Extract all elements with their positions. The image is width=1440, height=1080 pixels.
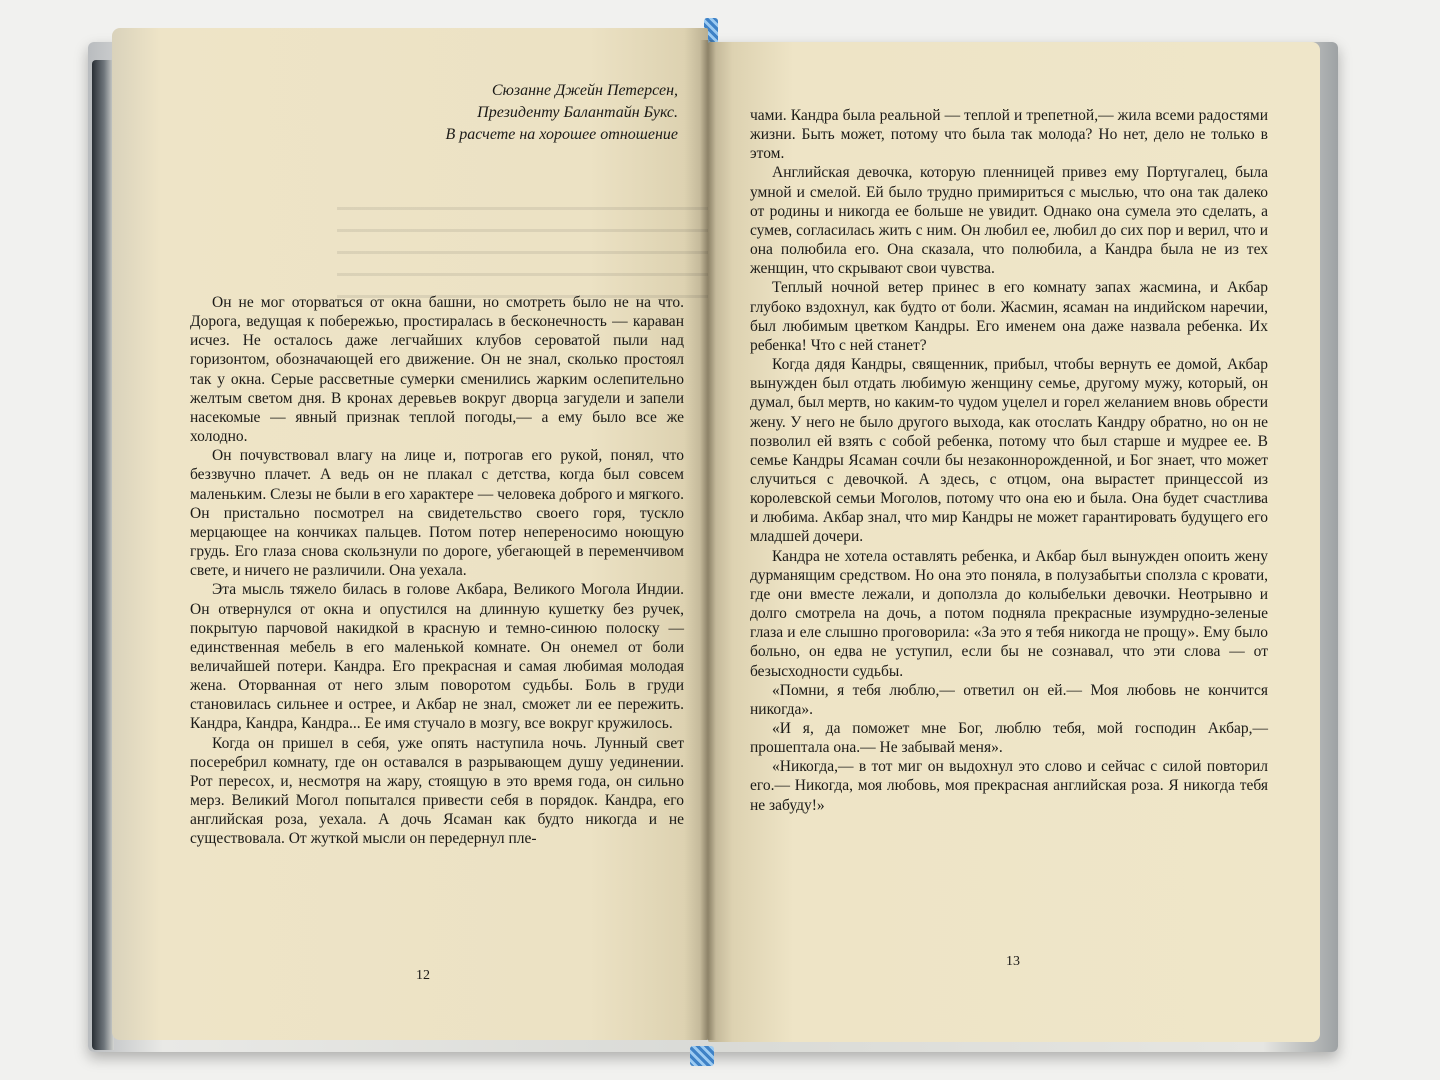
paragraph: Когда дядя Кандры, священник, прибыл, чтобы вернуть ее домой, Акбар вынужден был отдать любимую женщину семье, другому мужу, который, он думал, был мертв, но каким-то чудом уцелел и горел желанием вновь обрести жену. У него не было другого выхода, как отослать Кандру обратно, но он не позволил ей взять с собой ребенка, потому что был старше и мудрее ее. В семье Кандры Ясаман сочли бы незаконнорожденной, и Бог знает, что может случиться с девочкой. А здесь, с отцом, она вырастет принцессой из королевской семьи Моголов, потому что она ею и была. Она будет счастлива и любима. Акбар знал, что мир Кандры не может гарантировать будущего его младшей дочери.: [750, 356, 1268, 546]
paragraph: «И я, да поможет мне Бог, люблю тебя, мой господин Акбар,— прошептала она.— Не забывай меня».: [750, 720, 1268, 757]
right-page: [708, 42, 1320, 1042]
cover-spine-edge: [92, 60, 114, 1050]
dedication: [258, 80, 678, 146]
bookmark-ribbon-bottom: [690, 1046, 714, 1066]
paragraph: «Помни, я тебя люблю,— ответил он ей.— Моя любовь не кончится никогда».: [750, 681, 1268, 718]
paragraph: Английская девочка, которую пленницей привез ему Португалец, была умной и смелой. Ей было трудно примириться с мыслью, что она так далеко от родины и никогда ее больше не увидит. Однако она сумела это сделать, а сумев, согласилась жить с ним. Он любил ее, любил до сих пор и верил, что и она полюбила его. Она сказала, что полюбила, а Кандра была не из тех женщин, что скрывают свои чувства.: [750, 164, 1268, 278]
paragraph: Когда он пришел в себя, уже опять наступила ночь. Лунный свет посеребрил комнату, где он оставался в разрывающем душу уединении. Рот пересох, и, несмотря на жару, стоящую в это время года, он сильно мерз. Великий Могол попытался привести себя в порядок. Кандра, его английская роза, уехала. А дочь Ясаман как будто никогда и не существовала. От жуткой мысли он передернул пле-: [190, 734, 684, 848]
left-page: [112, 28, 708, 1040]
dedication-line: Сюзанне Джейн Петерсен,: [491, 82, 678, 99]
paragraph: Эта мысль тяжело билась в голове Акбара, Великого Могола Индии. Он отвернулся от окна и опустился на длинную кушетку без ручек, покрытую парчовой накидкой в красную и темно-синюю полоску — единственная мебель в его маленькой комнате. Он онемел от боли величайшей потери. Кандра. Его прекрасная и самая любимая молодая жена. Оторванная от него злым поворотом судьбы. Боль в груди становилась сильнее и острее, и Акбар не знал, сможет ли ее пережить. Кандра, Кандра, Кандра... Ее имя стучало в мозгу, все вокруг кружилось.: [190, 581, 684, 733]
left-page-body: [190, 293, 684, 849]
paragraph: «Никогда,— в тот миг он выдохнул это слово и сейчас с силой повторил его.— Никогда, моя любовь, моя прекрасная английская роза. Я никогда тебя не забуду!»: [750, 758, 1268, 814]
paragraph: Он не мог оторваться от окна башни, но смотреть было не на что. Дорога, ведущая к побережью, простиралась в бесконечность — караван исчез. Не осталось даже легчайших клубов сероватой пыли над горизонтом, обозначающей его движение. Он не знал, сколько простоял так у окна. Серые рассветные сумерки сменились жарким ослепительно желтым светом дня. В кронах деревьев вокруг дворца загудели и запели насекомые — явный признак теплой погоды,— а ему было все же холодно.: [190, 294, 684, 446]
paragraph: Теплый ночной ветер принес в его комнату запах жасмина, и Акбар глубоко вздохнул, как будто от боли. Жасмин, ясаман на индийском наречии, был любимым цветком Кандры. Его именем она даже назвала ребенка. Их ребенка! Что с ней станет?: [750, 279, 1268, 354]
dedication-line: Президенту Балантайн Букс.: [477, 104, 678, 121]
book-gutter: [700, 40, 716, 1040]
dedication-line: В расчете на хорошее отношение: [445, 126, 678, 143]
right-page-body: [750, 106, 1268, 815]
page-number: 13: [1006, 954, 1020, 969]
show-through-print: [337, 188, 757, 298]
paragraph: чами. Кандра была реальной — теплой и трепетной,— жила всеми радостями жизни. Быть может, потому что была так молода? Но нет, дело не только в этом.: [750, 107, 1268, 163]
paragraph: Кандра не хотела оставлять ребенка, и Акбар был вынужден опоить жену дурманящим средством. Но она это поняла, в полузабытьи сползла с кровати, где они вместе лежали, и доползла до колыбельки девочки. Неотрывно и долго смотрела на дочь, а потом подняла прекрасные изумрудно-зеленые глаза и еле слышно проговорила: «За это я тебя никогда не прощу». Ему было больно, он едва не уступил, если бы не сознавал, что эти слова — от безысходности судьбы.: [750, 547, 1268, 680]
paragraph: Он почувствовал влагу на лице и, потрогав его рукой, понял, что беззвучно плачет. А ведь он не плакал с детства, когда был совсем маленьким. Слезы не были в его характере — человека доброго и мягкого. Он пристально посмотрел на свидетельство своего горя, тускло мерцающее на кончиках пальцев. Потом потер непереносимо ноющую грудь. Его глаза снова скользнули по дороге, убегающей в переменчивом свете, и ничего не различили. Она уехала.: [190, 447, 684, 580]
page-number: 12: [416, 968, 430, 983]
